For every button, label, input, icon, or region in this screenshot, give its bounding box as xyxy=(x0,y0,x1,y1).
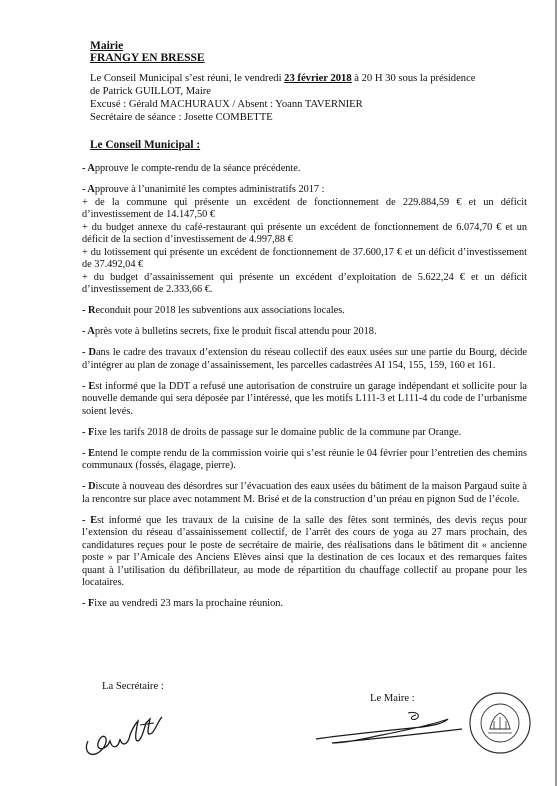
secretary-signature xyxy=(80,701,175,763)
letterhead-commune: FRANGY EN BRESSE xyxy=(90,52,205,64)
item-text: econduit pour 2018 les subventions aux associations locales. xyxy=(95,305,345,316)
item-marker: - D xyxy=(82,347,96,358)
intro-line-4: Secrétaire de séance : Josette COMBETTE xyxy=(90,112,273,123)
item-marker: - A xyxy=(82,184,95,195)
item-marker: - A xyxy=(82,326,95,337)
item-marker: - D xyxy=(82,481,96,492)
item-text: pprouve le compte-rendu de la séance précédente. xyxy=(94,163,301,174)
letterhead-mairie: Mairie xyxy=(90,40,124,52)
intro-line-1 xyxy=(90,72,530,85)
item-text: iscute à nouveau des désordres sur l’évacuation des eaux usées du bâtiment de la maison Pargaud suite à la rencontre sur place avec notamment M. Brisé et de la construction d’un préau en pignon Sud de l’école. xyxy=(82,481,527,505)
item-text: ans le cadre des travaux d’extension du réseau collectif des eaux usées sur une partie du Bourg, décide d’intégrer au plan de zonage d’assainissement, les parcelles cadastrées AI 154, 155, 159, 160 et 161. xyxy=(82,347,527,371)
deliberations-list xyxy=(82,163,527,619)
list-item xyxy=(82,347,527,372)
list-item xyxy=(82,515,527,590)
item-marker: - F xyxy=(82,598,95,609)
mayor-label: Le Maire : xyxy=(370,693,415,704)
item-text: pprouve à l’unanimité les comptes administratifs 2017 : xyxy=(94,184,325,195)
item-text: st informé que les travaux de la cuisine de la salle des fêtes sont terminés, des devis reçus pour l’extension du réseau d’assainissement collectif, de l’arrêt des cours de yoga au 27 mars prochain, des candidatures reçues pour le poste de secrétaire de mairie, des réalisations dans le bâtiment dit « ancienne poste » par l’Amicale des Anciens Elèves ainsi que la destination de ces locaux et des remarques faites quant à l’utilisation du défibrillateur, au mode de répartition du chauffage collectif au propane pour les locataires. xyxy=(82,514,528,588)
sub-item: + du budget d’assainissement qui présente un excédent d’exploitation de 5.622,24 € et un déficit d’investissement de 2.333,66 €. xyxy=(82,271,527,295)
item-marker: - E xyxy=(82,514,98,526)
section-title: Le Conseil Municipal : xyxy=(90,139,201,151)
letterhead xyxy=(90,40,205,64)
mayor-signature xyxy=(312,705,472,753)
list-item xyxy=(82,598,527,611)
sub-item: + de la commune qui présente un excédent de fonctionnement de 229.884,59 € et un déficit d’investissement de 14.147,50 € xyxy=(82,196,527,220)
intro-text: Le Conseil Municipal s’est réuni, le vendredi xyxy=(90,73,285,84)
secretary-label: La Secrétaire : xyxy=(102,681,164,692)
meeting-intro xyxy=(90,72,530,124)
meeting-date: 23 février 2018 xyxy=(284,73,352,84)
item-marker: - A xyxy=(82,163,95,174)
list-item xyxy=(82,163,527,176)
intro-text: à 20 H 30 sous la présidence xyxy=(351,73,476,84)
sub-item: + du budget annexe du café-restaurant qui présente un excédent de fonctionnement de 6.074,70 € et un déficit de la section d’investissement de 4.997,88 € xyxy=(82,221,527,245)
sub-item: + du lotissement qui présente un excédent de fonctionnement de 37.600,17 € et un déficit d’investissement de 37.492,04 € xyxy=(82,246,527,270)
item-text: près vote à bulletins secrets, fixe le produit fiscal attendu pour 2018. xyxy=(94,326,377,337)
item-marker: - E xyxy=(82,447,95,459)
mairie-stamp xyxy=(466,689,534,757)
item-marker: - R xyxy=(82,305,96,316)
intro-line-2: de Patrick GUILLOT, Maire xyxy=(90,86,212,97)
item-text: ntend le compte rendu de la commission voirie qui s’est réunie le 04 février pour l’entretien des chemins communaux (fossés, élagage, pierre). xyxy=(82,447,528,471)
list-item xyxy=(82,184,527,297)
item-line xyxy=(82,184,527,197)
list-item xyxy=(82,381,527,419)
list-item xyxy=(82,481,527,506)
list-item xyxy=(82,427,527,440)
list-item xyxy=(82,448,527,473)
item-text: ixe les tarifs 2018 de droits de passage sur le domaine public de la commune par Orange. xyxy=(94,426,462,438)
item-text: st informé que la DDT a refusé une autorisation de construire un garage indépendant et sollicite pour la nouvelle demande qui sera déposée par l’intéressé, que les motifs L111-3 et L111-4 du code de l’urbanisme soient levés. xyxy=(82,380,527,417)
item-text: ixe au vendredi 23 mars la prochaine réunion. xyxy=(94,598,284,609)
intro-line-3: Excusé : Gérald MACHURAUX / Absent : Yoann TAVERNIER xyxy=(90,99,363,110)
list-item xyxy=(82,326,527,339)
list-item xyxy=(82,305,527,318)
item-marker: - F xyxy=(82,426,95,438)
item-marker: - E xyxy=(82,380,96,392)
